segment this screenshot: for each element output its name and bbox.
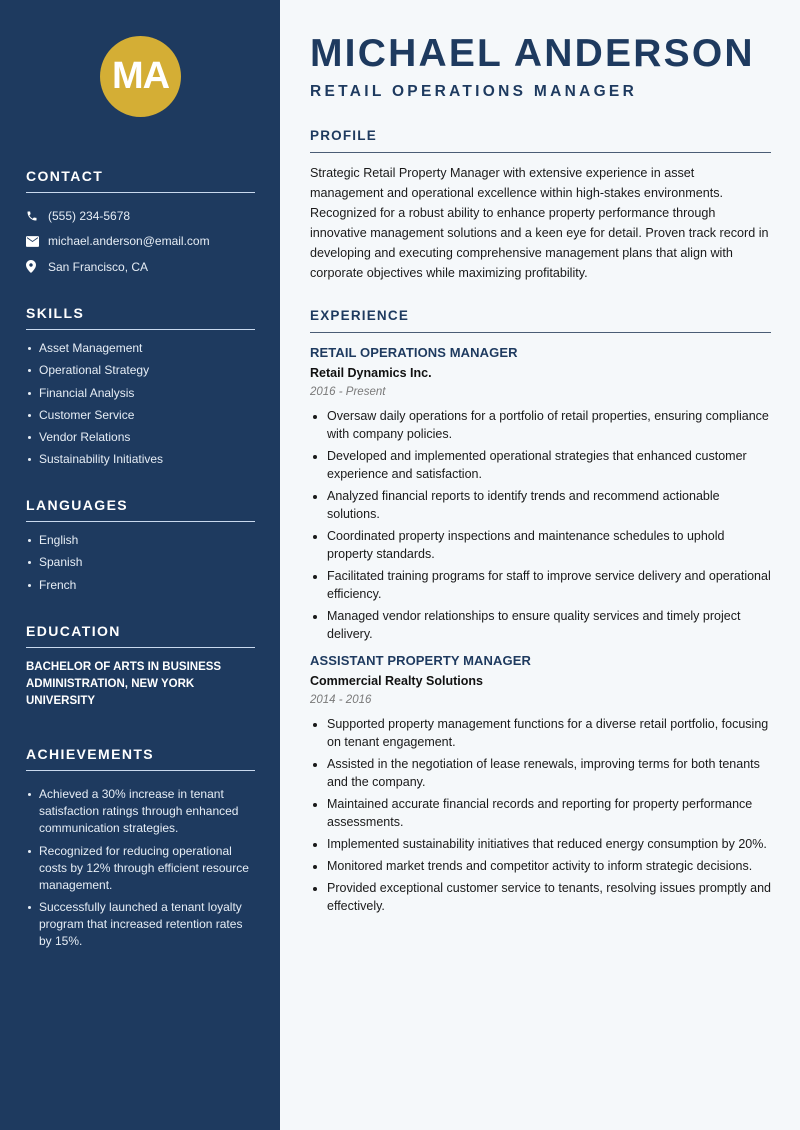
job-dates: 2016 - Present [310, 386, 386, 398]
job-bullet: Implemented sustainability initiatives that reduced energy consumption by 20%. [310, 835, 771, 853]
job-bullets [310, 407, 771, 643]
contact-email [26, 229, 255, 255]
email-text: michael.anderson@email.com [48, 234, 210, 249]
profile-heading: PROFILE [310, 128, 771, 153]
skills-section [26, 305, 255, 474]
company-name: Commercial Realty Solutions [310, 674, 483, 688]
profile-section [310, 128, 771, 283]
profile-text: Strategic Retail Property Manager with extensive experience in asset management and operational excellence within high-stakes environments. Recognized for a robust ability to enhance property performance through innovative management solutions and a keen eye for detail. Proven track record in developing and executing comprehensive management plans that align with corporate objectives while maximizing profitability. [310, 166, 769, 280]
skill-item: Financial Analysis [26, 385, 255, 402]
job-title: ASSISTANT PROPERTY MANAGER [310, 653, 531, 668]
avatar: MA [100, 36, 181, 117]
job-bullet: Analyzed financial reports to identify trends and recommend actionable solutions. [310, 487, 771, 523]
languages-heading: LANGUAGES [26, 497, 255, 522]
skill-item: Asset Management [26, 340, 255, 357]
location-pin-icon [26, 260, 48, 273]
contact-section [26, 168, 255, 280]
education-heading: EDUCATION [26, 623, 255, 648]
job-bullet: Developed and implemented operational strategies that enhanced customer experience and satisfaction. [310, 447, 771, 483]
job-bullet: Assisted in the negotiation of lease renewals, improving terms for both tenants and the company. [310, 755, 771, 791]
contact-heading: CONTACT [26, 168, 255, 193]
phone-icon [26, 210, 48, 222]
job-bullet: Facilitated training programs for staff to improve service delivery and operational efficiency. [310, 567, 771, 603]
achievements-list [26, 786, 255, 950]
achievement-item: Recognized for reducing operational costs by 12% through efficient resource management. [26, 843, 255, 894]
contact-location [26, 254, 255, 280]
contact-phone [26, 203, 255, 229]
achievements-section [26, 746, 255, 956]
sidebar [0, 0, 280, 1130]
job-bullet: Monitored market trends and competitor activity to inform strategic decisions. [310, 857, 771, 875]
languages-section [26, 497, 255, 599]
contact-list [26, 203, 255, 280]
phone-text: (555) 234-5678 [48, 208, 131, 223]
job-bullet: Provided exceptional customer service to tenants, resolving issues promptly and effectively. [310, 879, 771, 915]
language-item: Spanish [26, 554, 255, 571]
location-text: San Francisco, CA [48, 259, 149, 274]
company-name: Retail Dynamics Inc. [310, 366, 432, 380]
achievements-heading: ACHIEVEMENTS [26, 746, 255, 771]
skills-heading: SKILLS [26, 305, 255, 330]
job-bullet: Maintained accurate financial records and reporting for property performance assessments. [310, 795, 771, 831]
job-bullets [310, 715, 771, 915]
skill-item: Operational Strategy [26, 362, 255, 379]
job-bullet: Managed vendor relationships to ensure quality services and timely project delivery. [310, 607, 771, 643]
education-degree: BACHELOR OF ARTS IN BUSINESS ADMINISTRATION, NEW YORK UNIVERSITY [26, 661, 222, 707]
job-title: RETAIL OPERATIONS MANAGER [310, 345, 518, 360]
job-bullet: Coordinated property inspections and maintenance schedules to uphold property standards. [310, 527, 771, 563]
skill-item: Customer Service [26, 407, 255, 424]
language-item: French [26, 577, 255, 594]
experience-heading: EXPERIENCE [310, 308, 771, 333]
education-section [26, 623, 255, 710]
candidate-title: RETAIL OPERATIONS MANAGER [310, 83, 638, 100]
job-entry [310, 653, 771, 915]
languages-list [26, 532, 255, 594]
email-icon [26, 236, 48, 247]
experience-section [310, 308, 771, 919]
skills-list [26, 340, 255, 468]
achievement-item: Achieved a 30% increase in tenant satisfaction ratings through enhanced communication strategies. [26, 786, 255, 837]
candidate-name: MICHAEL ANDERSON [310, 32, 755, 75]
job-dates: 2014 - 2016 [310, 694, 372, 706]
job-bullet: Supported property management functions for a diverse retail portfolio, focusing on tenant engagement. [310, 715, 771, 751]
achievement-item: Successfully launched a tenant loyalty program that increased retention rates by 15%. [26, 899, 255, 950]
job-bullet: Oversaw daily operations for a portfolio of retail properties, ensuring compliance with company policies. [310, 407, 771, 443]
skill-item: Sustainability Initiatives [26, 451, 255, 468]
language-item: English [26, 532, 255, 549]
skill-item: Vendor Relations [26, 429, 255, 446]
job-entry [310, 345, 771, 643]
